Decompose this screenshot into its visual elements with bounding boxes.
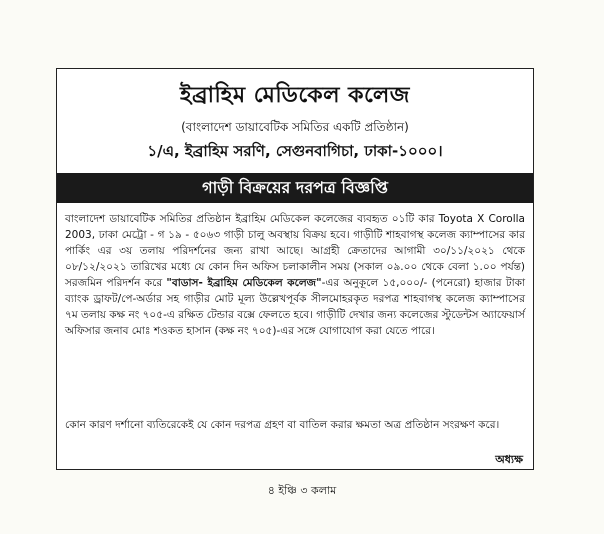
notice-body	[65, 211, 525, 339]
notice-heading-banner: গাড়ী বিক্রয়ের দরপত্র বিজ্ঞপ্তি	[57, 173, 533, 203]
college-title: ইব্রাহিম মেডিকেল কলেজ	[180, 83, 410, 108]
notice-body-part1: বাংলাদেশ ডায়াবেটিক সমিতির প্রতিষ্ঠান ইব্রাহিম মেডিকেল কলেজের ব্যবহৃত ০১টি কার Toyota X Corolla 2003, ঢাকা মেট্রো - গ ১৯ - ৫০৬৩ গাড়ী চালু অবস্থায় বিক্রয় হবে। গাড়ীটি শাহবাগস্থ কলেজ ক্যাম্পাসের কার পার্কিং এর ৩য় তলায় পরিদর্শনের জন্য রাখা আছে। আগ্রহী ক্রেতাদের আগামী ৩০/১১/২০২১ থেকে ০৮/১২/২০২১ তারিখের মধ্যে যে কোন দিন অফিস চলাকালীন সময় (সকাল ০৯.০০ থেকে বেলা ১.০০ পর্যন্ত) সরজমিন পরিদর্শন করে	[65, 213, 525, 289]
signatory: অধ্যক্ষ	[495, 453, 523, 466]
rights-reserved-note: কোন কারণ দর্শানো ব্যতিরেকেই যে কোন দরপত্র গ্রহণ বা বাতিল করার ক্ষমতা অত্র প্রতিষ্ঠান সংরক্ষণ করে।	[65, 419, 500, 431]
ad-size-caption: ৪ ইঞ্চি ৩ কলাম	[267, 484, 337, 497]
tender-notice	[56, 68, 534, 470]
notice-body-part2: -এর অনুকূলে ১৫,০০০/- (পনেরো) হাজার টাকা ব্যাংক ড্রাফট/পে-অর্ডার সহ গাড়ীর মোট মূল্য উল্লেখপূর্বক সীলমোহরকৃত দরপত্র শাহবাগস্থ কলেজ ক্যাম্পাসের ৭ম তলায় কক্ষ নং ৭০৫-এ রক্ষিত টেন্ডার বক্সে ফেলতে হবে। গাড়ীটি দেখার জন্য কলেজের স্টুডেন্টস অ্যাফেয়ার্স অফিসার জনাব মোঃ শওকত হাসান (কক্ষ নং ৭০৫)-এর সঙ্গে যোগাযোগ করা যেতে পারে।	[65, 277, 526, 337]
college-subtitle: (বাংলাদেশ ডায়াবেটিক সমিতির একটি প্রতিষ্ঠান)	[181, 120, 409, 134]
college-address: ১/এ, ইব্রাহিম সরণি, সেগুনবাগিচা, ঢাকা-১০০০।	[147, 142, 443, 160]
payee-name: "বাডাস- ইব্রাহিম মেডিকেল কলেজ"	[166, 277, 322, 289]
